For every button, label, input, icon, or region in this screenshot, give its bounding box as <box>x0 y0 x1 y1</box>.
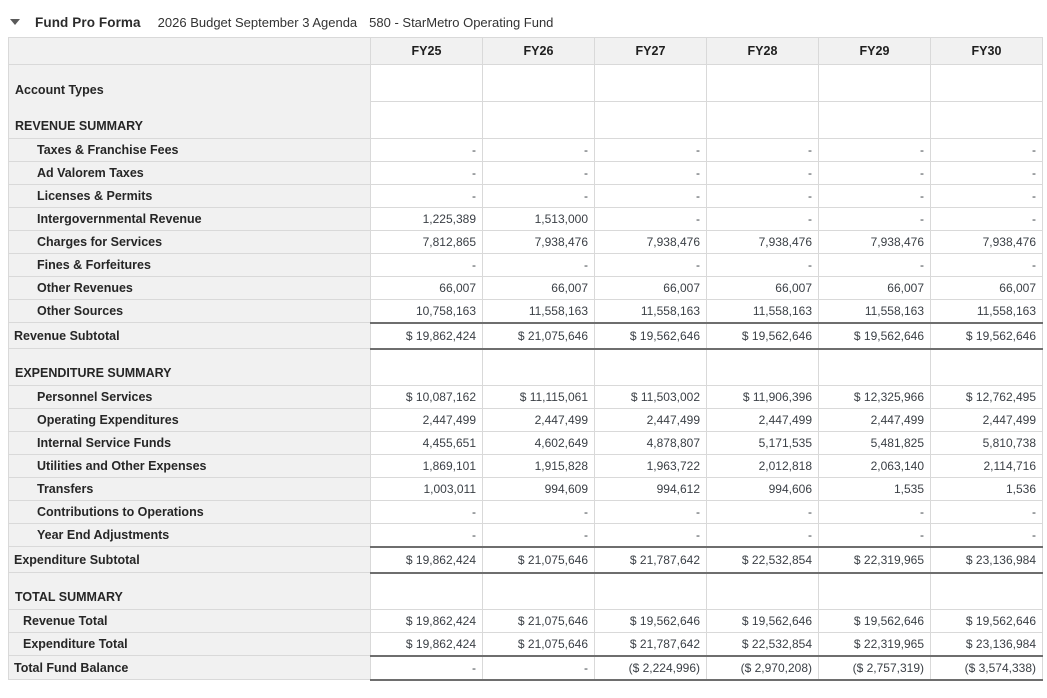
cell-fy25: $ 19,862,424 <box>371 323 483 349</box>
cell-fy25: 2,447,499 <box>371 409 483 432</box>
cell-fy29: $ 19,562,646 <box>819 323 931 349</box>
row-label: Expenditure Total <box>9 633 371 656</box>
cell-fy28: ($ 2,970,208) <box>707 656 819 680</box>
cell-fy30: - <box>931 139 1043 162</box>
table-row <box>9 349 1043 386</box>
cell-fy26: - <box>483 254 595 277</box>
row-label: Year End Adjustments <box>9 524 371 547</box>
row-label: Personnel Services <box>9 386 371 409</box>
cell-fy25: - <box>371 524 483 547</box>
cell-fy29 <box>819 65 931 102</box>
cell-fy25: - <box>371 139 483 162</box>
cell-fy27: ($ 2,224,996) <box>595 656 707 680</box>
budget-label: 2026 Budget September 3 Agenda <box>157 14 358 30</box>
cell-fy25: $ 19,862,424 <box>371 547 483 573</box>
table-row <box>9 633 1043 656</box>
cell-fy29 <box>819 573 931 610</box>
cell-fy25 <box>371 65 483 102</box>
cell-fy29: - <box>819 208 931 231</box>
table-row <box>9 139 1043 162</box>
cell-fy25: 1,225,389 <box>371 208 483 231</box>
cell-fy25 <box>371 573 483 610</box>
cell-fy28: 7,938,476 <box>707 231 819 254</box>
cell-fy25: $ 10,087,162 <box>371 386 483 409</box>
row-label: EXPENDITURE SUMMARY <box>9 349 371 386</box>
cell-fy28: 66,007 <box>707 277 819 300</box>
cell-fy29: $ 12,325,966 <box>819 386 931 409</box>
cell-fy27 <box>595 349 707 386</box>
cell-fy28 <box>707 349 819 386</box>
row-label: REVENUE SUMMARY <box>9 102 371 139</box>
cell-fy28: - <box>707 524 819 547</box>
column-header-fy30: FY30 <box>931 38 1043 65</box>
cell-fy25: 1,869,101 <box>371 455 483 478</box>
cell-fy30: - <box>931 254 1043 277</box>
table-row <box>9 573 1043 610</box>
cell-fy28: 2,012,818 <box>707 455 819 478</box>
table-row <box>9 478 1043 501</box>
cell-fy25: - <box>371 656 483 680</box>
table-row <box>9 547 1043 573</box>
cell-fy26: $ 21,075,646 <box>483 610 595 633</box>
table-row <box>9 208 1043 231</box>
row-label: Intergovernmental Revenue <box>9 208 371 231</box>
cell-fy30 <box>931 349 1043 386</box>
cell-fy29: - <box>819 254 931 277</box>
cell-fy28 <box>707 65 819 102</box>
cell-fy29: - <box>819 162 931 185</box>
report-header-bar <box>0 0 1047 32</box>
cell-fy29: 2,447,499 <box>819 409 931 432</box>
row-label: Ad Valorem Taxes <box>9 162 371 185</box>
column-header-fy27: FY27 <box>595 38 707 65</box>
cell-fy26: $ 21,075,646 <box>483 547 595 573</box>
cell-fy26: - <box>483 185 595 208</box>
cell-fy29: - <box>819 501 931 524</box>
cell-fy26 <box>483 65 595 102</box>
cell-fy26: - <box>483 501 595 524</box>
cell-fy28: 11,558,163 <box>707 300 819 323</box>
cell-fy27: - <box>595 185 707 208</box>
column-header-fy29: FY29 <box>819 38 931 65</box>
cell-fy30 <box>931 102 1043 139</box>
cell-fy30: - <box>931 208 1043 231</box>
cell-fy28: - <box>707 208 819 231</box>
cell-fy28: - <box>707 139 819 162</box>
cell-fy27: $ 21,787,642 <box>595 547 707 573</box>
cell-fy27: $ 11,503,002 <box>595 386 707 409</box>
cell-fy28: 994,606 <box>707 478 819 501</box>
cell-fy27: - <box>595 208 707 231</box>
row-label: Contributions to Operations <box>9 501 371 524</box>
cell-fy28: 5,171,535 <box>707 432 819 455</box>
cell-fy25: 4,455,651 <box>371 432 483 455</box>
cell-fy28: - <box>707 254 819 277</box>
cell-fy25: 10,758,163 <box>371 300 483 323</box>
cell-fy25: - <box>371 162 483 185</box>
cell-fy26: 1,513,000 <box>483 208 595 231</box>
cell-fy29 <box>819 349 931 386</box>
cell-fy27: - <box>595 524 707 547</box>
cell-fy25: $ 19,862,424 <box>371 610 483 633</box>
row-label-column-header <box>9 38 371 65</box>
cell-fy29: 66,007 <box>819 277 931 300</box>
cell-fy28: 2,447,499 <box>707 409 819 432</box>
cell-fy26 <box>483 573 595 610</box>
cell-fy27: 11,558,163 <box>595 300 707 323</box>
cell-fy27: - <box>595 501 707 524</box>
cell-fy29: 5,481,825 <box>819 432 931 455</box>
cell-fy27 <box>595 65 707 102</box>
cell-fy27: - <box>595 254 707 277</box>
cell-fy30: 11,558,163 <box>931 300 1043 323</box>
cell-fy27: 994,612 <box>595 478 707 501</box>
cell-fy29: ($ 2,757,319) <box>819 656 931 680</box>
cell-fy30 <box>931 65 1043 102</box>
table-row <box>9 65 1043 102</box>
cell-fy30: $ 19,562,646 <box>931 610 1043 633</box>
cell-fy30: 2,114,716 <box>931 455 1043 478</box>
cell-fy29: 1,535 <box>819 478 931 501</box>
row-label: Taxes & Franchise Fees <box>9 139 371 162</box>
cell-fy26: 7,938,476 <box>483 231 595 254</box>
cell-fy25: 1,003,011 <box>371 478 483 501</box>
cell-fy28 <box>707 573 819 610</box>
cell-fy26: $ 11,115,061 <box>483 386 595 409</box>
cell-fy30: $ 19,562,646 <box>931 323 1043 349</box>
cell-fy30: 1,536 <box>931 478 1043 501</box>
cell-fy29: $ 19,562,646 <box>819 610 931 633</box>
row-label: Other Revenues <box>9 277 371 300</box>
cell-fy30: ($ 3,574,338) <box>931 656 1043 680</box>
cell-fy26: 1,915,828 <box>483 455 595 478</box>
row-label: Licenses & Permits <box>9 185 371 208</box>
row-label: Other Sources <box>9 300 371 323</box>
cell-fy28: $ 22,532,854 <box>707 633 819 656</box>
table-row <box>9 323 1043 349</box>
column-header-fy26: FY26 <box>483 38 595 65</box>
row-label: Revenue Subtotal <box>9 323 371 349</box>
cell-fy29: - <box>819 185 931 208</box>
cell-fy27: $ 21,787,642 <box>595 633 707 656</box>
cell-fy29: 2,063,140 <box>819 455 931 478</box>
cell-fy30 <box>931 573 1043 610</box>
cell-fy29: $ 22,319,965 <box>819 633 931 656</box>
cell-fy26: 2,447,499 <box>483 409 595 432</box>
table-row <box>9 386 1043 409</box>
cell-fy26: 994,609 <box>483 478 595 501</box>
cell-fy28: - <box>707 185 819 208</box>
column-header-fy25: FY25 <box>371 38 483 65</box>
table-row <box>9 231 1043 254</box>
table-row <box>9 409 1043 432</box>
cell-fy28 <box>707 102 819 139</box>
cell-fy25: $ 19,862,424 <box>371 633 483 656</box>
cell-fy25: 7,812,865 <box>371 231 483 254</box>
cell-fy30: $ 23,136,984 <box>931 547 1043 573</box>
cell-fy30: 66,007 <box>931 277 1043 300</box>
cell-fy26: - <box>483 656 595 680</box>
collapse-triangle-icon[interactable] <box>10 19 20 25</box>
row-label: Internal Service Funds <box>9 432 371 455</box>
column-header-fy28: FY28 <box>707 38 819 65</box>
row-label: Utilities and Other Expenses <box>9 455 371 478</box>
table-row <box>9 432 1043 455</box>
row-label: Operating Expenditures <box>9 409 371 432</box>
cell-fy29: - <box>819 524 931 547</box>
cell-fy29 <box>819 102 931 139</box>
table-row <box>9 102 1043 139</box>
row-label: Revenue Total <box>9 610 371 633</box>
cell-fy30: 7,938,476 <box>931 231 1043 254</box>
cell-fy27: 66,007 <box>595 277 707 300</box>
cell-fy27: 1,963,722 <box>595 455 707 478</box>
row-label: Fines & Forfeitures <box>9 254 371 277</box>
cell-fy29: 11,558,163 <box>819 300 931 323</box>
cell-fy28: - <box>707 501 819 524</box>
table-row <box>9 524 1043 547</box>
table-row <box>9 501 1043 524</box>
cell-fy29: 7,938,476 <box>819 231 931 254</box>
table-row <box>9 300 1043 323</box>
cell-fy27: - <box>595 162 707 185</box>
cell-fy30: $ 12,762,495 <box>931 386 1043 409</box>
cell-fy25 <box>371 349 483 386</box>
cell-fy28: - <box>707 162 819 185</box>
cell-fy27 <box>595 102 707 139</box>
cell-fy30: - <box>931 162 1043 185</box>
row-label: Account Types <box>9 65 371 102</box>
cell-fy29: - <box>819 139 931 162</box>
row-label: Expenditure Subtotal <box>9 547 371 573</box>
table-row <box>9 185 1043 208</box>
header-row <box>9 38 1043 65</box>
cell-fy30: $ 23,136,984 <box>931 633 1043 656</box>
cell-fy25: - <box>371 501 483 524</box>
cell-fy26 <box>483 349 595 386</box>
cell-fy26: $ 21,075,646 <box>483 633 595 656</box>
cell-fy30: - <box>931 501 1043 524</box>
cell-fy25: - <box>371 254 483 277</box>
cell-fy27: $ 19,562,646 <box>595 610 707 633</box>
cell-fy26: 66,007 <box>483 277 595 300</box>
pro-forma-table <box>8 37 1043 681</box>
table-row <box>9 656 1043 680</box>
page-title: Fund Pro Forma <box>35 14 141 30</box>
cell-fy26: - <box>483 162 595 185</box>
cell-fy30: - <box>931 185 1043 208</box>
cell-fy30: - <box>931 524 1043 547</box>
cell-fy28: $ 11,906,396 <box>707 386 819 409</box>
cell-fy28: $ 19,562,646 <box>707 323 819 349</box>
cell-fy29: $ 22,319,965 <box>819 547 931 573</box>
cell-fy25: 66,007 <box>371 277 483 300</box>
cell-fy25: - <box>371 185 483 208</box>
row-label: TOTAL SUMMARY <box>9 573 371 610</box>
cell-fy27 <box>595 573 707 610</box>
table-row <box>9 455 1043 478</box>
cell-fy27: 7,938,476 <box>595 231 707 254</box>
cell-fy26: 11,558,163 <box>483 300 595 323</box>
cell-fy27: 4,878,807 <box>595 432 707 455</box>
cell-fy28: $ 19,562,646 <box>707 610 819 633</box>
table-row <box>9 610 1043 633</box>
row-label: Charges for Services <box>9 231 371 254</box>
cell-fy27: - <box>595 139 707 162</box>
cell-fy26: 4,602,649 <box>483 432 595 455</box>
cell-fy28: $ 22,532,854 <box>707 547 819 573</box>
cell-fy25 <box>371 102 483 139</box>
table-row <box>9 277 1043 300</box>
cell-fy26 <box>483 102 595 139</box>
cell-fy27: 2,447,499 <box>595 409 707 432</box>
cell-fy26: - <box>483 139 595 162</box>
row-label: Transfers <box>9 478 371 501</box>
cell-fy26: - <box>483 524 595 547</box>
cell-fy30: 2,447,499 <box>931 409 1043 432</box>
table-row <box>9 162 1043 185</box>
table-row <box>9 254 1043 277</box>
cell-fy30: 5,810,738 <box>931 432 1043 455</box>
cell-fy26: $ 21,075,646 <box>483 323 595 349</box>
cell-fy27: $ 19,562,646 <box>595 323 707 349</box>
fund-label: 580 - StarMetro Operating Fund <box>369 14 554 30</box>
row-label: Total Fund Balance <box>9 656 371 680</box>
